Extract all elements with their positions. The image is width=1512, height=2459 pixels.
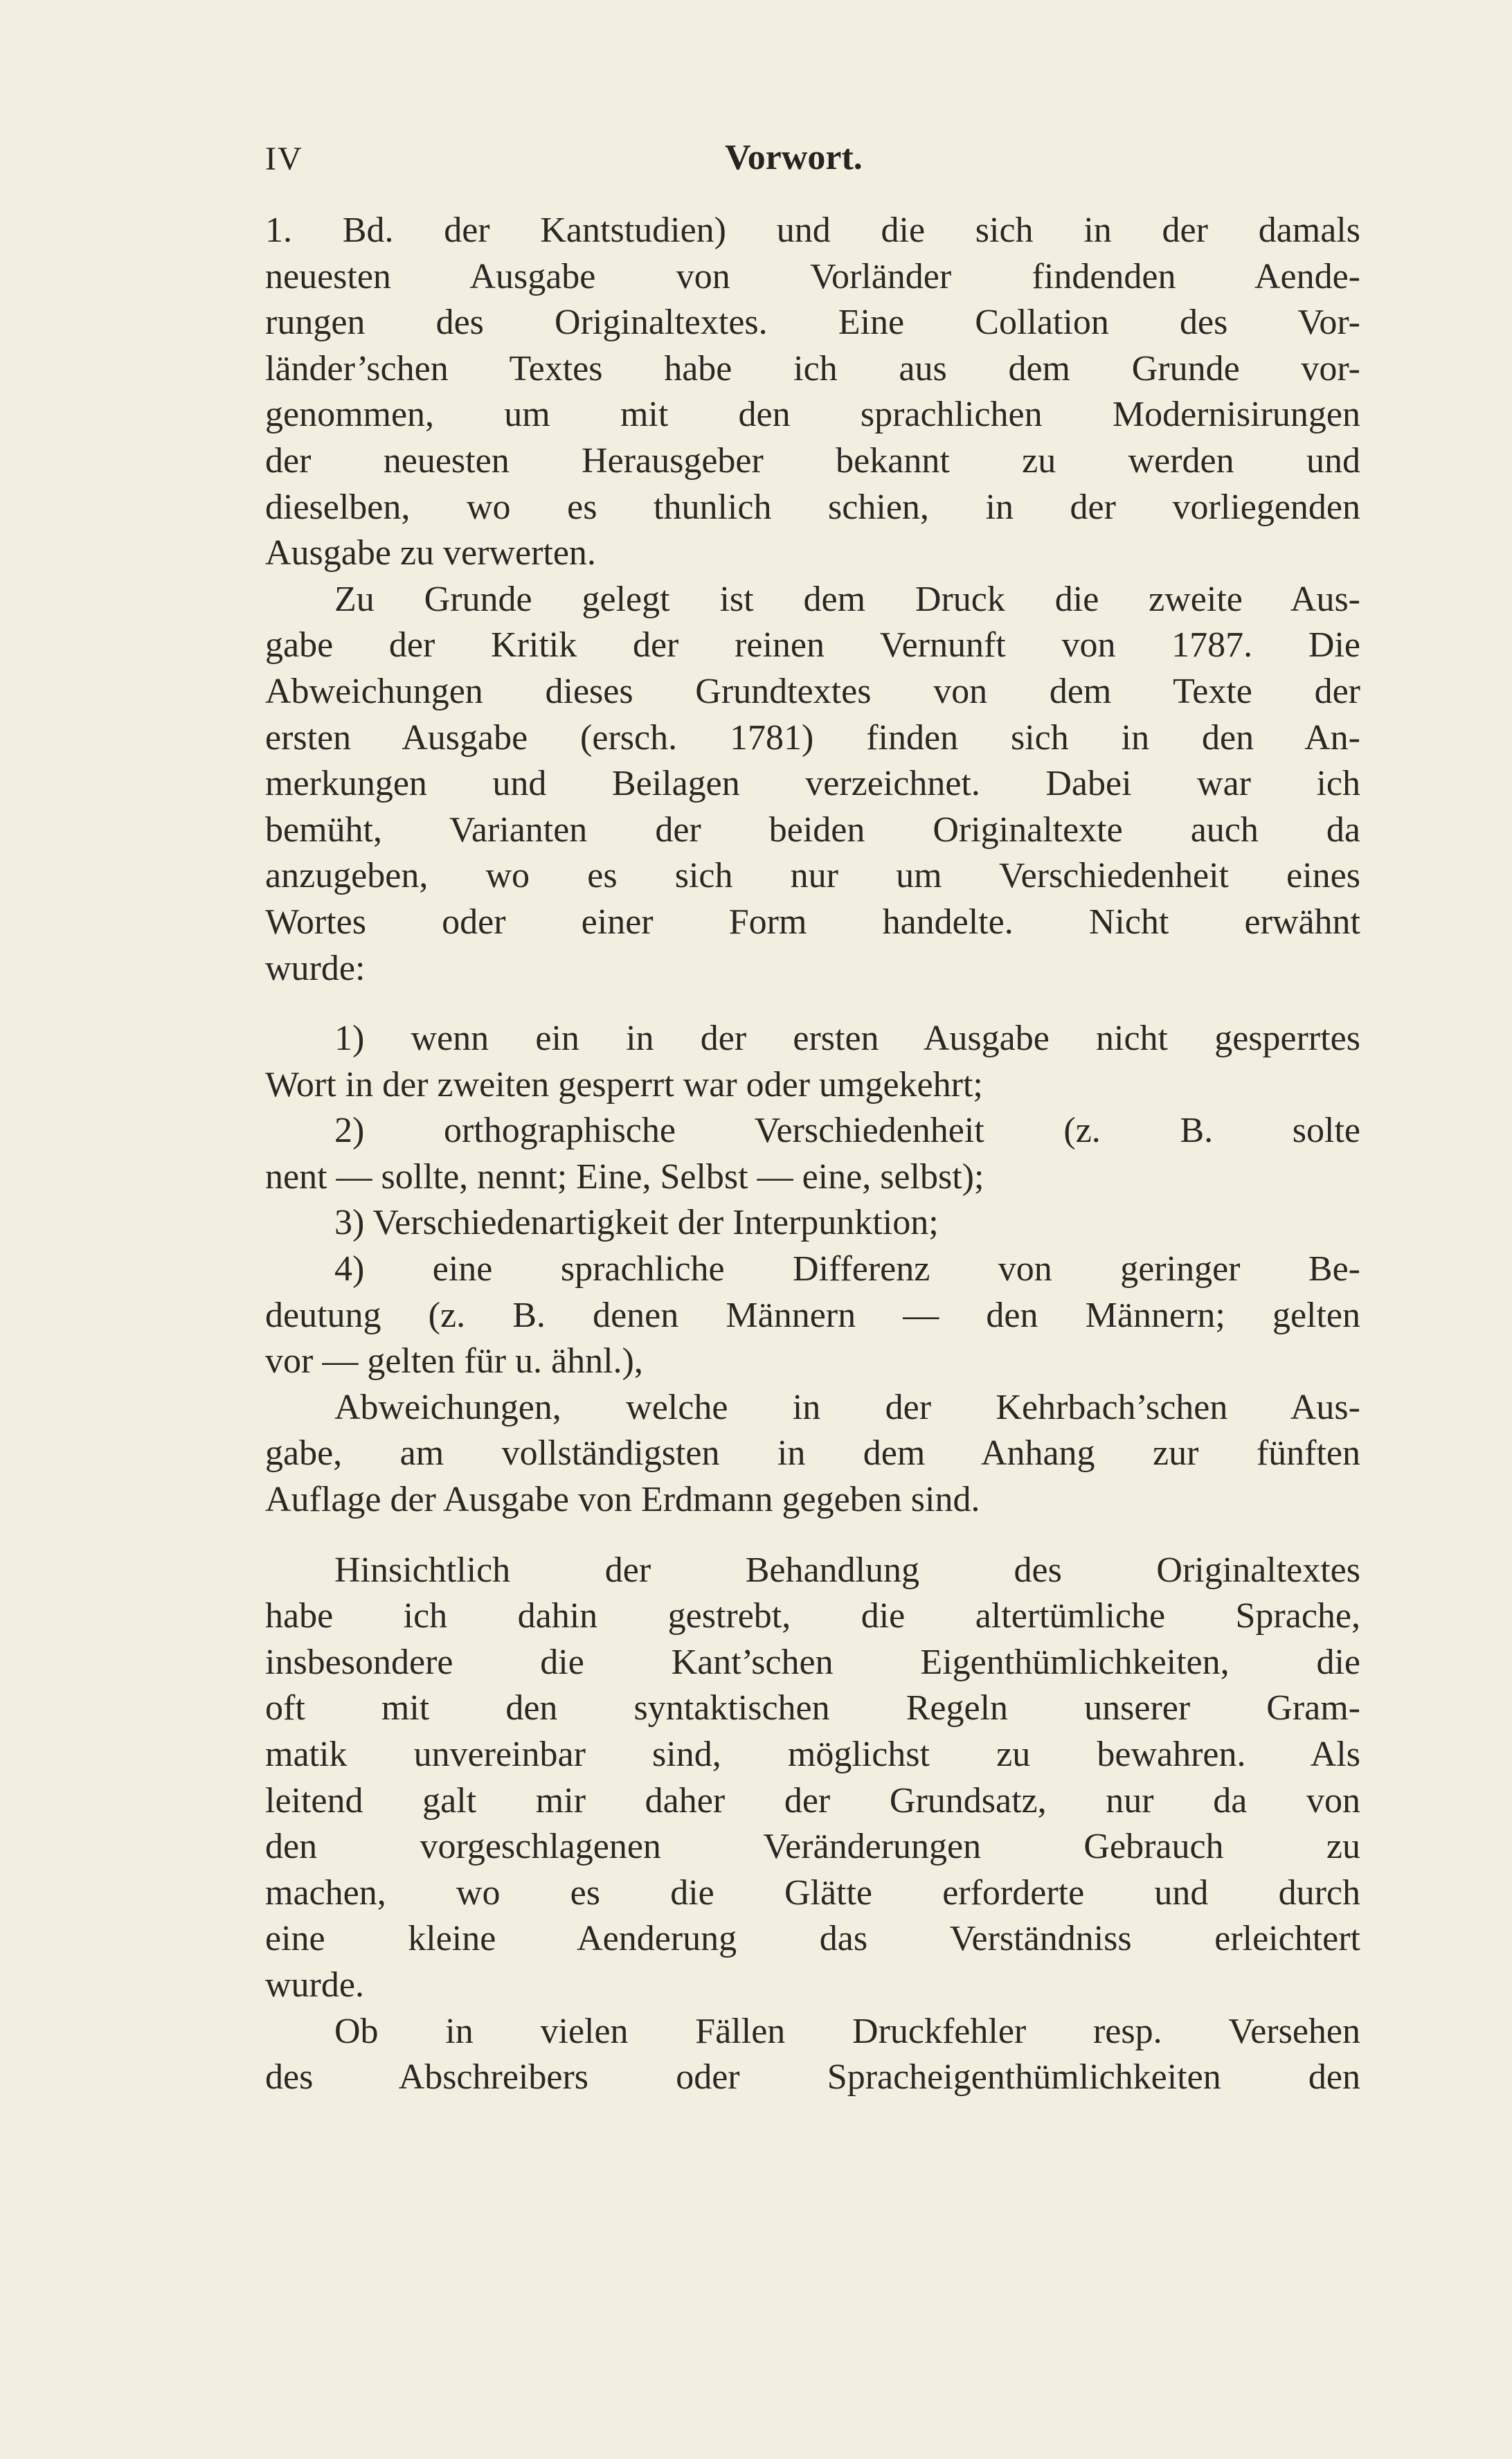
text-line: merkungen und Beilagen verzeichnet. Dabei war ich	[265, 764, 1360, 804]
paragraph-base-text	[265, 577, 1360, 992]
text-line: machen, wo es die Glätte erforderte und durch	[265, 1872, 1360, 1913]
text-line: des Abschreibers oder Spracheigenthümlichkeiten den	[265, 2057, 1360, 2098]
text-line: Ausgabe zu verwerten.	[265, 533, 596, 573]
text-line: dieselben, wo es thunlich schien, in der vorliegenden	[265, 487, 1360, 527]
text-line: Zu Grunde gelegt ist dem Druck die zweite Aus-	[334, 579, 1360, 619]
text-line: eine kleine Aenderung das Verständniss erleichtert	[265, 1919, 1360, 1959]
text-line: 2) orthographische Verschiedenheit (z. B. solte	[334, 1111, 1360, 1151]
page-header	[265, 137, 1360, 186]
text-line: gabe, am vollständigsten in dem Anhang zur fünften	[265, 1433, 1360, 1474]
text-line: rungen des Originaltextes. Eine Collation des Vor-	[265, 303, 1360, 343]
text-line: 1. Bd. der Kantstudien) und die sich in der damals	[265, 211, 1360, 250]
text-line: vor — gelten für u. ähnl.),	[265, 1341, 643, 1381]
text-line: gabe der Kritik der reinen Vernunft von 1787. Die	[265, 625, 1360, 665]
text-line: der neuesten Herausgeber bekannt zu werden und	[265, 440, 1360, 481]
paragraph-errors	[265, 2009, 1360, 2101]
text-line: länder’schen Textes habe ich aus dem Grunde vor-	[265, 348, 1360, 388]
text-line: bemüht, Varianten der beiden Originaltexte auch da	[265, 810, 1360, 850]
paragraph-treatment	[265, 1548, 1360, 2009]
text-line: insbesondere die Kant’schen Eigenthümlichkeiten, die	[265, 1642, 1360, 1682]
running-title: Vorwort.	[725, 138, 863, 177]
text-line: habe ich dahin gestrebt, die altertümliche Sprache,	[265, 1596, 1360, 1636]
paragraph-continuation	[265, 208, 1360, 577]
text-line: Ob in vielen Fällen Druckfehler resp. Versehen	[334, 2011, 1360, 2051]
text-line: wurde:	[265, 948, 366, 988]
text-line: matik unvereinbar sind, möglichst zu bewahren. Als	[265, 1735, 1360, 1774]
main-text	[265, 208, 1360, 2101]
text-line: neuesten Ausgabe von Vorländer findenden Aende-	[265, 256, 1360, 296]
text-line: 3) Verschiedenartigkeit der Interpunktion;	[334, 1203, 939, 1243]
text-line: genommen, um mit den sprachlichen Modernisirungen	[265, 395, 1360, 435]
spacer	[265, 992, 1360, 1016]
text-line: ersten Ausgabe (ersch. 1781) finden sich in den An-	[265, 717, 1360, 758]
text-line: Wortes oder einer Form handelte. Nicht erwähnt	[265, 902, 1360, 942]
paragraph-deviations	[265, 1385, 1360, 1523]
list-item	[265, 1016, 1360, 1108]
list-item	[265, 1200, 1360, 1246]
text-line: leitend galt mir daher der Grundsatz, nur da von	[265, 1780, 1360, 1821]
text-line: den vorgeschlagenen Veränderungen Gebrauch zu	[265, 1827, 1360, 1867]
page-number: IV	[265, 141, 303, 177]
text-line: oft mit den syntaktischen Regeln unserer Gram-	[265, 1688, 1360, 1728]
text-line: 1) wenn ein in der ersten Ausgabe nicht gesperrtes	[334, 1019, 1360, 1059]
text-line: Auflage der Ausgabe von Erdmann gegeben sind.	[265, 1480, 980, 1520]
exclusion-list	[265, 1016, 1360, 1385]
text-line: Abweichungen dieses Grundtextes von dem Texte der	[265, 671, 1360, 711]
list-item	[265, 1108, 1360, 1200]
text-line: Abweichungen, welche in der Kehrbach’schen Aus-	[334, 1387, 1360, 1427]
text-line: Wort in der zweiten gesperrt war oder umgekehrt;	[265, 1064, 983, 1105]
text-line: nent — sollte, nennt; Eine, Selbst — eine, selbst);	[265, 1156, 984, 1197]
text-line: 4) eine sprachliche Differenz von geringer Be-	[334, 1249, 1360, 1289]
list-item	[265, 1246, 1360, 1385]
text-line: deutung (z. B. denen Männern — den Männern; gelten	[265, 1295, 1360, 1335]
text-line: anzugeben, wo es sich nur um Verschiedenheit eines	[265, 856, 1360, 896]
text-line: Hinsichtlich der Behandlung des Originaltextes	[334, 1550, 1360, 1590]
spacer	[265, 1523, 1360, 1548]
text-line: wurde.	[265, 1965, 364, 2005]
